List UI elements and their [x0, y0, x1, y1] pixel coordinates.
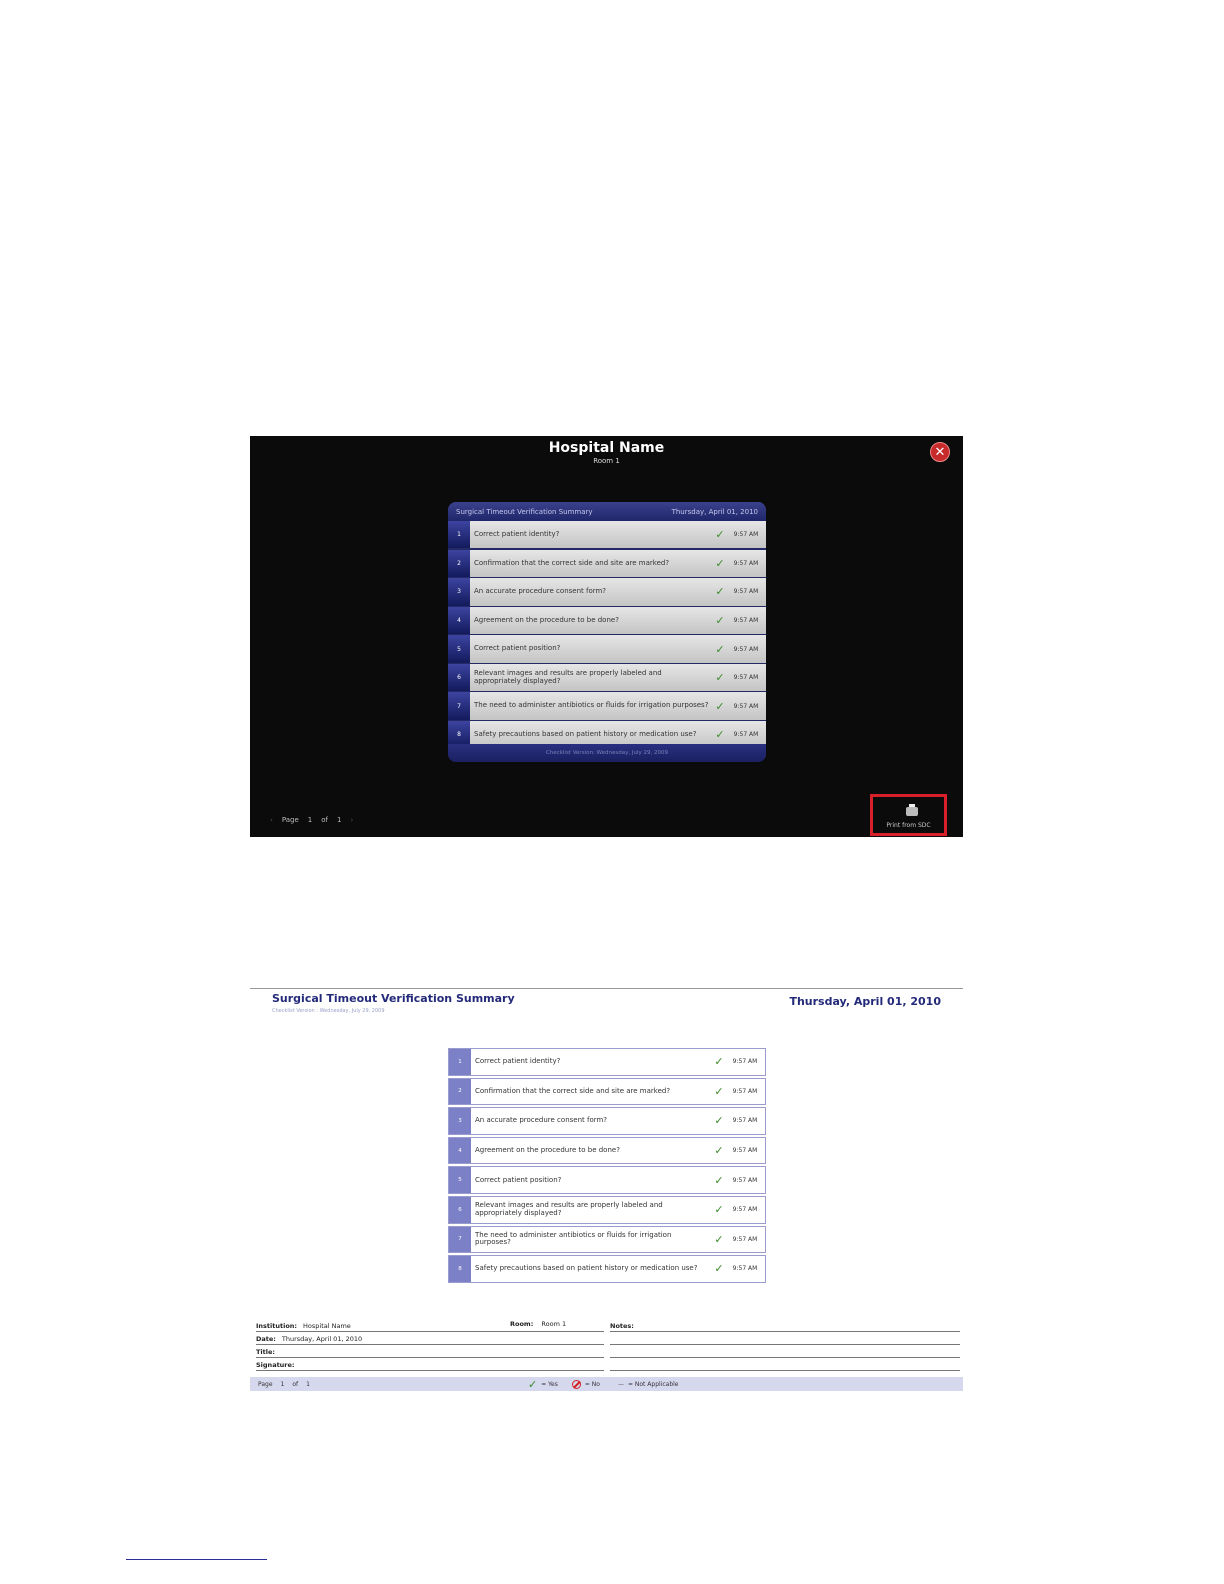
report-row: [448, 1166, 766, 1194]
report-footer: [250, 1377, 963, 1391]
prev-page-icon[interactable]: ‹: [270, 816, 273, 824]
row-question: Confirmation that the correct side and site are marked?: [474, 558, 670, 567]
row-time: 9:57 AM: [733, 674, 759, 682]
hospital-name: Hospital Name: [548, 440, 665, 456]
page-label: Page: [258, 1380, 273, 1388]
check-icon: ✓: [715, 671, 725, 685]
panel-title: Surgical Timeout Verification Summary: [456, 507, 593, 516]
row-time: 9:57 AM: [732, 1087, 758, 1095]
panel-date: Thursday, April 01, 2010: [671, 507, 758, 516]
check-icon: ✓: [714, 1114, 724, 1128]
row-number: 4: [448, 607, 470, 634]
row-question: Relevant images and results are properly labeled and appropriately displayed?: [475, 1201, 663, 1217]
checklist-row: [448, 664, 766, 691]
check-icon: ✓: [714, 1232, 724, 1246]
row-question: Agreement on the procedure to be done?: [474, 615, 619, 624]
row-time: 9:57 AM: [732, 1058, 758, 1066]
check-icon: ✓: [715, 699, 725, 713]
report-date: Thursday, April 01, 2010: [789, 995, 941, 1008]
report-checklist: [448, 1048, 766, 1285]
checklist-row: [448, 521, 766, 548]
printer-icon: [906, 807, 918, 816]
summary-panel: [448, 502, 766, 762]
footnote-rule: [126, 1559, 267, 1560]
row-time: 9:57 AM: [733, 702, 759, 710]
row-question: The need to administer antibiotics or fluids for irrigation purposes?: [475, 1231, 672, 1247]
room-label: Room:: [510, 1320, 534, 1328]
row-number: 5: [449, 1167, 471, 1193]
row-number: 6: [449, 1197, 471, 1223]
row-time: 9:57 AM: [733, 616, 759, 624]
page-total: 1: [336, 816, 342, 824]
notes-label: Notes:: [610, 1322, 634, 1330]
institution-value: Hospital Name: [303, 1322, 351, 1330]
page-of-label: of: [321, 816, 328, 824]
report-row: [448, 1196, 766, 1224]
room-label: Room 1: [593, 457, 620, 465]
date-value: Thursday, April 01, 2010: [281, 1335, 363, 1343]
legend: [528, 1377, 679, 1391]
row-question: Correct patient identity?: [475, 1057, 561, 1066]
row-time: 9:57 AM: [733, 559, 759, 567]
checklist-row: [448, 607, 766, 634]
row-time: 9:57 AM: [732, 1176, 758, 1184]
row-time: 9:57 AM: [732, 1206, 758, 1214]
row-number: 1: [449, 1049, 471, 1075]
checklist-row: [448, 635, 766, 662]
title-line: [256, 1346, 604, 1358]
row-time: 9:57 AM: [733, 588, 759, 596]
page-of-label: of: [292, 1380, 299, 1388]
check-icon: ✓: [715, 528, 725, 542]
row-number: 7: [449, 1227, 471, 1253]
legend-na: = Not Applicable: [627, 1380, 679, 1388]
row-time: 9:57 AM: [732, 1117, 758, 1125]
checklist-version: Checklist Version: Wednesday, July 29, 2009: [448, 744, 766, 762]
notes-line: [610, 1320, 960, 1332]
institution-label: Institution:: [256, 1322, 298, 1330]
report-version: Checklist Version : Wednesday, July 29, 2009: [272, 1008, 385, 1014]
row-question: An accurate procedure consent form?: [475, 1116, 608, 1125]
room-value: Room 1: [541, 1320, 567, 1328]
row-question: The need to administer antibiotics or fluids for irrigation purposes?: [474, 701, 709, 710]
row-number: 2: [449, 1079, 471, 1105]
row-question: Relevant images and results are properly labeled and appropriately displayed?: [474, 669, 662, 685]
report-row: [448, 1078, 766, 1106]
notes-line-2: [610, 1333, 960, 1345]
page-label: Page: [281, 816, 299, 824]
check-icon: ✓: [528, 1377, 538, 1391]
row-number: 1: [448, 521, 470, 548]
report-title: Surgical Timeout Verification Summary: [272, 992, 515, 1005]
report-pager: [258, 1381, 310, 1388]
row-question: Correct patient identity?: [474, 530, 560, 539]
row-time: 9:57 AM: [733, 731, 759, 739]
check-icon: ✓: [715, 585, 725, 599]
printed-report: [250, 988, 963, 1391]
row-time: 9:57 AM: [732, 1265, 758, 1273]
page-current: 1: [307, 816, 313, 824]
report-row: [448, 1255, 766, 1283]
checklist-row: [448, 692, 766, 719]
check-icon: ✓: [714, 1203, 724, 1217]
row-question: Correct patient position?: [474, 644, 561, 653]
row-number: 5: [448, 635, 470, 662]
institution-line: [256, 1320, 604, 1332]
check-icon: ✓: [715, 613, 725, 627]
notes-line-3: [610, 1346, 960, 1358]
legend-no: = No: [584, 1380, 600, 1388]
signature-line: [256, 1359, 604, 1371]
report-row: [448, 1107, 766, 1135]
checklist-rows: [448, 521, 766, 750]
signature-label: Signature:: [256, 1361, 295, 1369]
pager: [270, 816, 353, 824]
sdc-screen: [250, 436, 963, 837]
check-icon: ✓: [714, 1262, 724, 1276]
check-icon: ✓: [714, 1144, 724, 1158]
page-current: 1: [280, 1380, 285, 1388]
panel-header: [448, 502, 766, 521]
row-question: Confirmation that the correct side and site are marked?: [475, 1086, 671, 1095]
close-icon[interactable]: ✕: [930, 442, 950, 462]
row-number: 3: [448, 578, 470, 605]
row-time: 9:57 AM: [733, 645, 759, 653]
date-line: [256, 1333, 604, 1345]
row-number: 3: [449, 1108, 471, 1134]
check-icon: ✓: [715, 642, 725, 656]
row-number: 4: [449, 1138, 471, 1164]
row-time: 9:57 AM: [733, 531, 759, 539]
room-field: [510, 1320, 566, 1328]
legend-yes: = Yes: [541, 1380, 558, 1388]
check-icon: ✓: [715, 728, 725, 742]
check-icon: ✓: [715, 556, 725, 570]
checklist-row: [448, 578, 766, 605]
check-icon: ✓: [714, 1055, 724, 1069]
notes-line-4: [610, 1359, 960, 1371]
row-time: 9:57 AM: [732, 1235, 758, 1243]
row-number: 8: [448, 721, 470, 748]
row-question: Safety precautions based on patient history or medication use?: [475, 1264, 698, 1273]
check-icon: ✓: [714, 1084, 724, 1098]
report-row: [448, 1137, 766, 1165]
row-question: An accurate procedure consent form?: [474, 587, 607, 596]
row-question: Correct patient position?: [475, 1175, 562, 1184]
prohibited-icon: [572, 1380, 581, 1389]
row-question: Safety precautions based on patient history or medication use?: [474, 730, 697, 739]
page-total: 1: [306, 1380, 310, 1388]
row-question: Agreement on the procedure to be done?: [475, 1145, 620, 1154]
next-page-icon[interactable]: ›: [350, 816, 354, 824]
row-time: 9:57 AM: [732, 1147, 758, 1155]
row-number: 7: [448, 692, 470, 719]
checklist-row: [448, 550, 766, 577]
print-label: Print from SDC: [886, 822, 931, 829]
report-row: [448, 1048, 766, 1076]
print-from-sdc-button[interactable]: [870, 794, 947, 836]
row-number: 6: [448, 664, 470, 691]
row-number: 2: [448, 550, 470, 577]
title-label: Title:: [256, 1348, 276, 1356]
row-number: 8: [449, 1256, 471, 1282]
dash-icon: —: [617, 1380, 624, 1388]
report-row: [448, 1226, 766, 1254]
check-icon: ✓: [714, 1173, 724, 1187]
date-label: Date:: [256, 1335, 276, 1343]
